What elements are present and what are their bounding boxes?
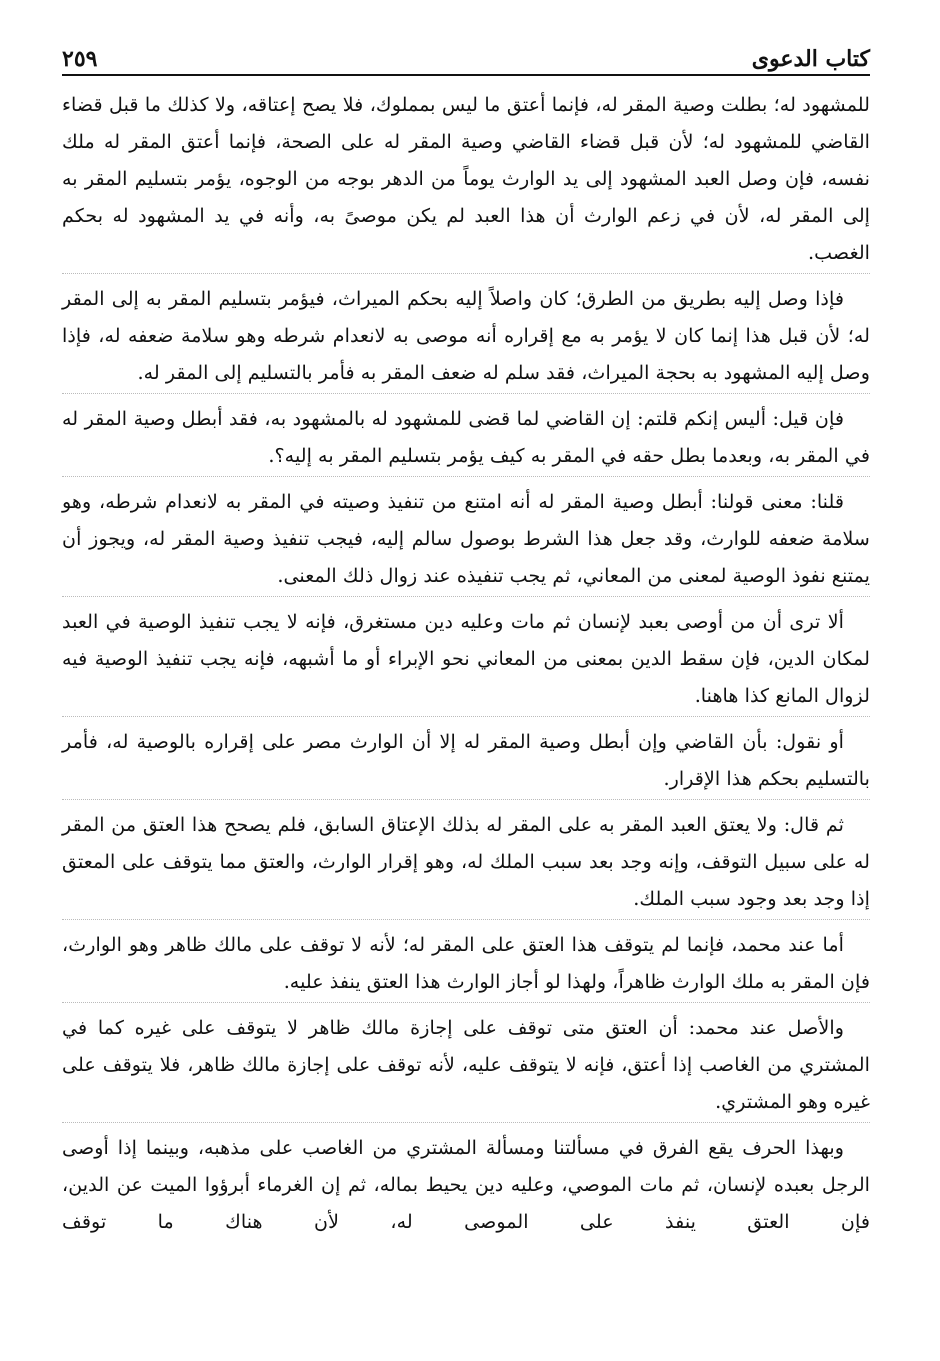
paragraph: والأصل عند محمد: أن العتق متى توقف على إجازة مالك ظاهر لا يتوقف على غيره كما في المشتري من الغاصب إذا أعتق، فإنه لا يتوقف عليه، لأنه توقف على إجازة مالك ظاهر، فلا يتوقف على غيره وهو المشتري.: [62, 1009, 870, 1123]
paragraph: وبهذا الحرف يقع الفرق في مسألتنا ومسألة المشتري من الغاصب على مذهبه، وبينما إذا أوصى الرجل بعبده لإنسان، ثم مات الموصي، وعليه دين يحيط بماله، ثم إن الغرماء أبرؤوا الميت عن الدين، فإن العتق ينفذ على الموصى له، لأن هناك ما توقف: [62, 1136, 870, 1233]
book-title: كتاب الدعوى: [751, 46, 870, 72]
paragraph: ثم قال: ولا يعتق العبد المقر به على المقر له بذلك الإعتاق السابق، فلم يصحح هذا العتق من المقر له على سبيل التوقف، وإنه وجد بعد سبب الملك له، وهو إقرار الوارث، والعتق مما يتوقف على المعتق إذا وجد بعد وجود سبب الملك.: [62, 806, 870, 920]
paragraph: فإذا وصل إليه بطريق من الطرق؛ كان واصلاً إليه بحكم الميراث، فيؤمر بتسليم المقر به إلى المقر له؛ لأن قبل هذا إنما كان لا يؤمر به مع إقراره أنه موصى به لانعدام شرطه وهو سلامة ضعفه له، فإذا وصل إليه المشهود به بحجة الميراث، فقد سلم له ضعف المقر به فأمر بالتسليم إلى المقر له.: [62, 280, 870, 394]
paragraph: أما عند محمد، فإنما لم يتوقف هذا العتق على المقر له؛ لأنه لا توقف على مالك ظاهر وهو الوارث، فإن المقر به ملك الوارث ظاهراً، ولهذا لو أجاز الوارث هذا العتق ينفذ عليه.: [62, 926, 870, 1003]
paragraph: للمشهود له؛ بطلت وصية المقر له، فإنما أعتق ما ليس بمملوك، فلا يصح إعتاقه، ولا كذلك ما قبل قضاء القاضي للمشهود له؛ لأن قبل قضاء القاضي وصية المقر له على الصحة، فإنما أعتق المقر له ملك نفسه، فإن وصل العبد المشهود إلى يد الوارث يوماً من الدهر بوجه من الوجوه، يؤمر بتسليم المقر به إلى المقر له، لأن في زعم الوارث أن هذا العبد لم يكن موصىً به، وأنه في يد المشهود له بحكم الغصب.: [62, 86, 870, 274]
book-page: [62, 28, 870, 1338]
running-header: [62, 28, 870, 76]
paragraph: أو نقول: بأن القاضي وإن أبطل وصية المقر له إلا أن الوارث مصر على إقراره بالوصية له، فأمر بالتسليم بحكم هذا الإقرار.: [62, 723, 870, 800]
paragraph: قلنا: معنى قولنا: أبطل وصية المقر له أنه امتنع من تنفيذ وصيته في المقر به لانعدام شرطه، وهو سلامة ضعفه للوارث، وقد جعل هذا الشرط بوصول سالم إليه، فيجب تنفيذ وصية المقر له، ويجوز أن يمتنع نفوذ الوصية لمعنى من المعاني، ثم يجب تنفيذه عند زوال ذلك المعنى.: [62, 483, 870, 597]
paragraph: ألا ترى أن من أوصى بعبد لإنسان ثم مات وعليه دين مستغرق، فإنه لا يجب تنفيذ الوصية في العبد لمكان الدين، فإن سقط الدين بمعنى من المعاني نحو الإبراء أو ما أشبهه، فإنه يجب تنفيذ الوصية فيه لزوال المانع كذا هاهنا.: [62, 603, 870, 717]
body-text: [62, 86, 870, 1242]
paragraph: فإن قيل: أليس إنكم قلتم: إن القاضي لما قضى للمشهود له بالمشهود به، فقد أبطل وصية المقر له في المقر به، وبعدما بطل حقه في المقر به كيف يؤمر بتسليم المقر به إليه؟.: [62, 400, 870, 477]
page-number: ٢٥٩: [62, 46, 98, 72]
